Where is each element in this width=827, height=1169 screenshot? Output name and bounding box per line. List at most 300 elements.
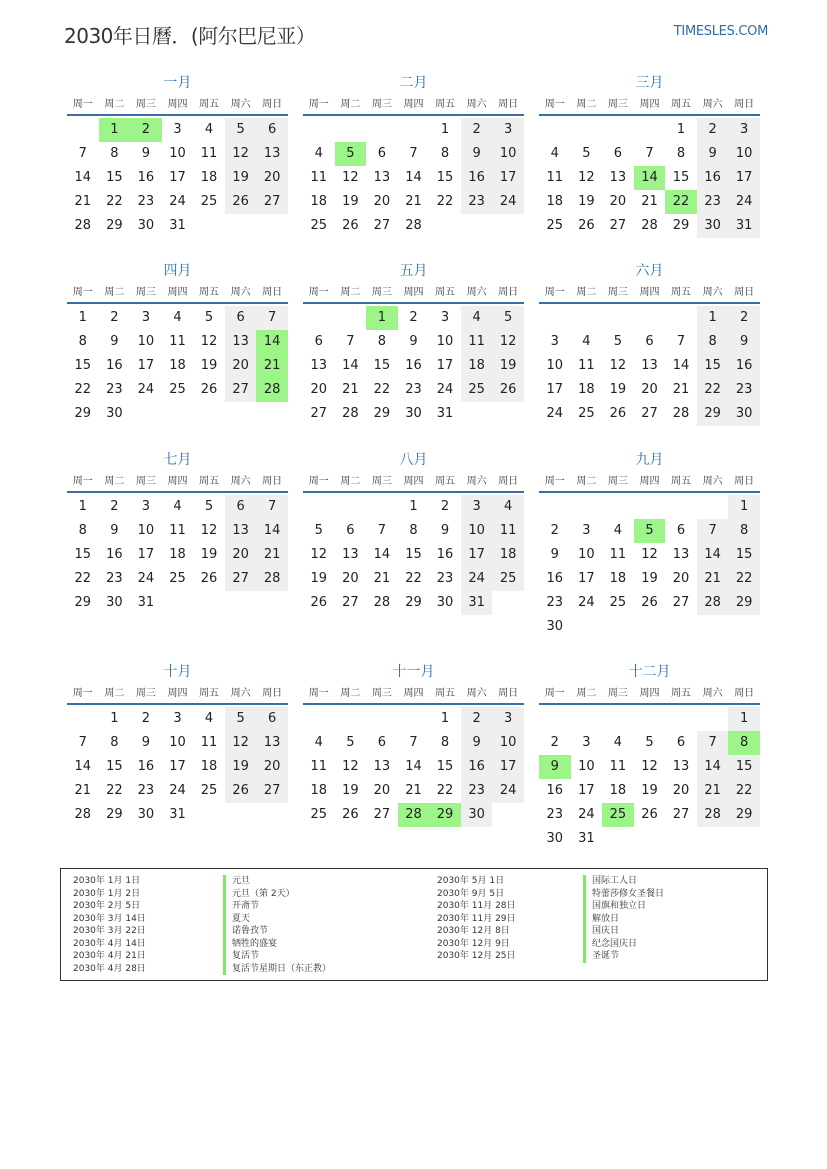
- day-cell: 18: [609, 571, 627, 586]
- weekday-header: [539, 282, 760, 304]
- weekend-day-cell: 14: [697, 755, 729, 779]
- day-cell: 23: [137, 783, 155, 798]
- day-cell: 17: [169, 170, 186, 185]
- day-cell: 15: [672, 170, 690, 185]
- weekend-day-cell: 13: [256, 731, 288, 755]
- day-cell: 11: [200, 735, 218, 750]
- weekday-label: 周六: [702, 287, 723, 298]
- weekday-label: 周二: [576, 476, 597, 487]
- day-cell: 25: [169, 382, 186, 397]
- weekend-day-cell: 20: [225, 543, 257, 567]
- weekend-day-cell: 10: [728, 142, 760, 166]
- day-cell: 4: [613, 735, 623, 750]
- day-cell: 15: [436, 759, 454, 774]
- day-cell: 14: [405, 170, 422, 185]
- holiday-entry: [73, 950, 433, 963]
- weekday-header: [67, 471, 288, 493]
- weekday-label: 周二: [576, 688, 597, 699]
- weekend-day-cell: 29: [728, 591, 760, 615]
- weekday-header: [67, 282, 288, 304]
- day-cell: 6: [645, 334, 654, 349]
- day-cell: 18: [200, 759, 218, 774]
- day-cell: 26: [641, 595, 658, 610]
- weekend-day-cell: 28: [697, 803, 729, 827]
- weekday-header: [303, 683, 524, 705]
- weekday-label: 周五: [199, 99, 220, 110]
- day-cell: 22: [74, 382, 92, 397]
- day-cell: 31: [578, 831, 595, 846]
- week-row: [539, 330, 760, 354]
- weekday-label: 周一: [72, 99, 93, 110]
- week-row: [67, 306, 288, 330]
- weekday-label: 周日: [498, 688, 519, 699]
- empty-day-cell: [602, 707, 634, 731]
- empty-day-cell: [225, 402, 257, 426]
- week-row: [539, 306, 760, 330]
- day-cell: 27: [672, 807, 690, 822]
- day-cell: 23: [106, 571, 123, 586]
- holiday-name: 诺鲁孜节: [223, 925, 268, 938]
- week-row: [67, 354, 288, 378]
- day-cell: 25: [609, 595, 627, 610]
- week-row: [539, 707, 760, 731]
- day-cell: 5: [314, 523, 323, 538]
- week-row: [303, 495, 524, 519]
- holiday-date: 2030年 1月 1日: [73, 876, 141, 886]
- week-row: [539, 519, 760, 543]
- day-cell: 16: [436, 547, 454, 562]
- empty-day-cell: [256, 214, 288, 238]
- day-cell: 3: [173, 711, 182, 726]
- weekday-label: 周四: [639, 99, 660, 110]
- empty-day-cell: [571, 707, 603, 731]
- day-cell: 26: [578, 218, 595, 233]
- holiday-name: 国庆日: [583, 925, 619, 938]
- day-cell: 27: [310, 406, 328, 421]
- week-row: [303, 378, 524, 402]
- day-cell: 11: [169, 334, 186, 349]
- day-cell: 9: [550, 547, 559, 562]
- day-cell: 9: [440, 523, 450, 538]
- weekday-label: 周三: [371, 476, 392, 487]
- month-calendar: [67, 449, 288, 615]
- holiday-date: 2030年 12月 8日: [437, 926, 510, 936]
- weekend-day-cell: 1: [728, 495, 760, 519]
- empty-day-cell: [697, 827, 729, 851]
- day-cell: 30: [106, 406, 123, 421]
- weekday-label: 周五: [199, 688, 220, 699]
- day-cell: 2: [550, 735, 559, 750]
- week-row: [303, 214, 524, 238]
- weekday-label: 周四: [167, 688, 188, 699]
- weekend-day-cell: 9: [461, 142, 493, 166]
- weekday-header: [303, 471, 524, 493]
- weekday-label: 周三: [135, 99, 156, 110]
- empty-day-cell: [539, 118, 571, 142]
- empty-day-cell: [398, 707, 430, 731]
- day-cell: 24: [137, 571, 155, 586]
- day-cell: 12: [200, 334, 218, 349]
- day-cell: 4: [173, 310, 182, 325]
- day-cell: 16: [137, 759, 155, 774]
- empty-day-cell: [193, 402, 225, 426]
- day-cell: 19: [342, 194, 359, 209]
- weekday-label: 周二: [104, 287, 125, 298]
- holiday-list-right: [437, 875, 757, 963]
- weekend-day-cell: 6: [256, 707, 288, 731]
- day-cell: 30: [405, 406, 422, 421]
- day-cell: 16: [106, 547, 123, 562]
- weekend-day-cell: 30: [461, 803, 493, 827]
- weekday-label: 周六: [466, 287, 487, 298]
- month-name: 五月: [399, 263, 428, 279]
- day-cell: 3: [440, 310, 450, 325]
- day-cell: 23: [405, 382, 422, 397]
- holiday-entry: [437, 913, 757, 926]
- weekend-day-cell: 19: [492, 354, 524, 378]
- empty-day-cell: [492, 214, 524, 238]
- weekend-day-cell: 17: [492, 166, 524, 190]
- day-cell: 10: [137, 523, 155, 538]
- day-cell: 15: [106, 759, 123, 774]
- day-cell: 30: [137, 807, 155, 822]
- site-brand-link[interactable]: TIMESLES.COM: [673, 24, 768, 39]
- weekend-day-cell: 18: [461, 354, 493, 378]
- day-cell: 20: [609, 194, 627, 209]
- holiday-name: 国旗和独立日: [583, 900, 646, 913]
- day-cell: 2: [110, 499, 119, 514]
- day-cell: 6: [613, 146, 623, 161]
- day-cell: 25: [546, 218, 564, 233]
- empty-day-cell: [634, 615, 666, 639]
- week-row: [303, 354, 524, 378]
- week-row: [67, 803, 288, 827]
- empty-day-cell: [665, 306, 697, 330]
- empty-day-cell: [665, 495, 697, 519]
- weekend-day-cell: 23: [461, 779, 493, 803]
- weekday-label: 周四: [167, 287, 188, 298]
- day-cell: 7: [645, 146, 654, 161]
- empty-day-cell: [634, 707, 666, 731]
- day-cell: 12: [641, 547, 658, 562]
- weekday-label: 周一: [72, 688, 93, 699]
- weekend-day-cell: 16: [461, 755, 493, 779]
- empty-day-cell: [492, 803, 524, 827]
- weekend-day-cell: 19: [225, 755, 257, 779]
- day-cell: 1: [676, 122, 686, 137]
- holiday-entry: [437, 900, 757, 913]
- day-cell: 2: [110, 310, 119, 325]
- weekend-day-cell: 23: [697, 190, 729, 214]
- weekday-label: 周二: [576, 99, 597, 110]
- day-cell: 1: [440, 122, 450, 137]
- weekend-day-cell: 24: [492, 190, 524, 214]
- weekend-day-cell: 3: [461, 495, 493, 519]
- weekday-label: 周五: [435, 688, 456, 699]
- week-row: [539, 827, 760, 851]
- weekday-label: 周四: [167, 99, 188, 110]
- empty-day-cell: [256, 591, 288, 615]
- week-row: [303, 118, 524, 142]
- weekend-day-cell: 20: [225, 354, 257, 378]
- empty-day-cell: [539, 495, 571, 519]
- day-cell: 5: [204, 499, 214, 514]
- day-cell: 10: [169, 146, 186, 161]
- weekday-label: 周一: [72, 476, 93, 487]
- week-row: [303, 543, 524, 567]
- holiday-date: 2030年 2月 5日: [73, 901, 141, 911]
- holiday-day-cell: 25: [602, 803, 634, 827]
- day-cell: 18: [609, 783, 627, 798]
- week-row: [303, 707, 524, 731]
- weekend-day-cell: 23: [461, 190, 493, 214]
- page-title: 2030年日曆．(阿尔巴尼亚）: [64, 24, 316, 48]
- holiday-name: 元旦: [223, 875, 250, 888]
- day-cell: 10: [578, 759, 595, 774]
- weekday-label: 周一: [308, 476, 329, 487]
- month-name: 十月: [163, 664, 192, 680]
- day-cell: 12: [609, 358, 627, 373]
- holiday-list: [60, 868, 768, 981]
- empty-day-cell: [398, 118, 430, 142]
- weekend-day-cell: 27: [256, 190, 288, 214]
- day-cell: 29: [106, 807, 123, 822]
- day-cell: 29: [672, 218, 690, 233]
- weekend-day-cell: 15: [728, 755, 760, 779]
- weekend-day-cell: 22: [728, 779, 760, 803]
- day-cell: 16: [546, 783, 564, 798]
- weekday-label: 周四: [403, 476, 424, 487]
- weekday-label: 周六: [230, 688, 251, 699]
- week-row: [67, 378, 288, 402]
- month-calendar: [67, 661, 288, 827]
- month-calendar: [539, 449, 760, 639]
- day-cell: 2: [141, 711, 151, 726]
- empty-day-cell: [303, 118, 335, 142]
- week-row: [303, 519, 524, 543]
- weekend-day-cell: 11: [492, 519, 524, 543]
- weekend-day-cell: 4: [492, 495, 524, 519]
- day-cell: 29: [106, 218, 123, 233]
- holiday-day-cell: 1: [366, 306, 398, 330]
- holiday-entry: [437, 950, 757, 963]
- day-cell: 6: [377, 735, 387, 750]
- weekday-label: 周六: [466, 688, 487, 699]
- empty-day-cell: [225, 214, 257, 238]
- day-cell: 10: [578, 547, 595, 562]
- empty-day-cell: [303, 306, 335, 330]
- day-cell: 18: [169, 547, 186, 562]
- weekday-label: 周五: [671, 688, 692, 699]
- empty-day-cell: [602, 827, 634, 851]
- weekend-day-cell: 12: [225, 731, 257, 755]
- empty-day-cell: [634, 118, 666, 142]
- weekday-label: 周三: [135, 688, 156, 699]
- weekday-label: 周一: [544, 688, 565, 699]
- day-cell: 13: [373, 759, 391, 774]
- weekday-label: 周五: [435, 476, 456, 487]
- day-cell: 21: [74, 194, 92, 209]
- month-name: 二月: [399, 75, 428, 91]
- day-cell: 12: [310, 547, 328, 562]
- week-row: [303, 142, 524, 166]
- day-cell: 12: [641, 759, 658, 774]
- weekend-day-cell: 14: [697, 543, 729, 567]
- weekday-label: 周五: [671, 99, 692, 110]
- weekend-day-cell: 8: [728, 519, 760, 543]
- day-cell: 19: [609, 382, 627, 397]
- weekday-label: 周日: [498, 99, 519, 110]
- day-cell: 26: [200, 382, 218, 397]
- day-cell: 15: [106, 170, 123, 185]
- weekend-day-cell: 31: [728, 214, 760, 238]
- weekend-day-cell: 7: [697, 731, 729, 755]
- day-cell: 4: [582, 334, 591, 349]
- weekday-label: 周六: [466, 99, 487, 110]
- day-cell: 15: [373, 358, 391, 373]
- weekday-label: 周三: [371, 287, 392, 298]
- weekend-day-cell: 3: [492, 707, 524, 731]
- day-cell: 18: [200, 170, 218, 185]
- month-calendar: [303, 260, 524, 426]
- empty-day-cell: [366, 707, 398, 731]
- empty-day-cell: [303, 495, 335, 519]
- week-row: [67, 543, 288, 567]
- holiday-date: 2030年 4月 14日: [73, 938, 146, 949]
- day-cell: 21: [405, 783, 422, 798]
- weekday-label: 周二: [340, 99, 361, 110]
- empty-day-cell: [539, 306, 571, 330]
- holiday-day-cell: 28: [256, 378, 288, 402]
- empty-day-cell: [225, 803, 257, 827]
- week-row: [303, 591, 524, 615]
- empty-day-cell: [461, 402, 493, 426]
- day-cell: 28: [641, 218, 658, 233]
- day-cell: 22: [436, 194, 454, 209]
- day-cell: 21: [405, 194, 422, 209]
- weekend-day-cell: 16: [697, 166, 729, 190]
- month-calendar: [539, 72, 760, 238]
- day-cell: 18: [169, 358, 186, 373]
- day-cell: 24: [169, 194, 186, 209]
- day-cell: 17: [546, 382, 564, 397]
- holiday-entry: [73, 888, 433, 901]
- empty-day-cell: [366, 118, 398, 142]
- empty-day-cell: [665, 827, 697, 851]
- day-cell: 1: [409, 499, 418, 514]
- holiday-date: 2030年 12月 9日: [437, 938, 510, 949]
- weekday-label: 周四: [403, 287, 424, 298]
- day-cell: 25: [310, 807, 328, 822]
- month-calendar: [539, 260, 760, 426]
- day-cell: 30: [546, 831, 564, 846]
- weekend-day-cell: 5: [225, 118, 257, 142]
- empty-day-cell: [193, 803, 225, 827]
- day-cell: 15: [74, 547, 92, 562]
- month-calendar: [539, 661, 760, 851]
- holiday-day-cell: 1: [99, 118, 131, 142]
- week-row: [539, 402, 760, 426]
- day-cell: 28: [405, 218, 422, 233]
- weekend-day-cell: 13: [225, 519, 257, 543]
- weekend-day-cell: 25: [461, 378, 493, 402]
- weekend-day-cell: 22: [697, 378, 729, 402]
- month-name: 六月: [635, 263, 664, 279]
- empty-day-cell: [602, 118, 634, 142]
- day-cell: 12: [342, 170, 359, 185]
- day-cell: 29: [74, 595, 92, 610]
- day-cell: 15: [74, 358, 92, 373]
- day-cell: 21: [342, 382, 359, 397]
- day-cell: 27: [373, 218, 391, 233]
- month-name: 十一月: [392, 664, 435, 680]
- weekend-day-cell: 26: [492, 378, 524, 402]
- weekday-label: 周三: [135, 287, 156, 298]
- weekend-day-cell: 21: [697, 567, 729, 591]
- weekend-day-cell: 2: [461, 118, 493, 142]
- weekday-header: [303, 94, 524, 116]
- weekday-label: 周日: [498, 287, 519, 298]
- day-cell: 4: [550, 146, 559, 161]
- day-cell: 30: [106, 595, 123, 610]
- day-cell: 18: [578, 382, 595, 397]
- weekend-day-cell: 8: [697, 330, 729, 354]
- weekday-label: 周日: [262, 688, 283, 699]
- weekday-label: 周一: [308, 99, 329, 110]
- weekday-label: 周日: [262, 99, 283, 110]
- weekend-day-cell: 27: [225, 378, 257, 402]
- day-cell: 10: [137, 334, 155, 349]
- weekday-label: 周五: [199, 287, 220, 298]
- empty-day-cell: [335, 495, 367, 519]
- day-cell: 28: [74, 218, 92, 233]
- day-cell: 31: [436, 406, 454, 421]
- weekday-label: 周日: [734, 476, 755, 487]
- weekend-day-cell: 16: [728, 354, 760, 378]
- day-cell: 7: [409, 735, 418, 750]
- day-cell: 3: [141, 499, 151, 514]
- weekend-day-cell: 3: [728, 118, 760, 142]
- day-cell: 5: [204, 310, 214, 325]
- week-row: [303, 731, 524, 755]
- day-cell: 9: [141, 735, 151, 750]
- weekend-day-cell: 2: [728, 306, 760, 330]
- holiday-name: 复活节星期日（东正教）: [223, 963, 331, 976]
- holiday-name: 解放日: [583, 913, 619, 926]
- day-cell: 14: [74, 759, 92, 774]
- empty-day-cell: [256, 402, 288, 426]
- day-cell: 28: [672, 406, 690, 421]
- holiday-name: 纪念国庆日: [583, 938, 637, 951]
- week-row: [67, 779, 288, 803]
- day-cell: 3: [141, 310, 151, 325]
- weekday-label: 周二: [340, 688, 361, 699]
- weekend-day-cell: 15: [697, 354, 729, 378]
- weekday-label: 周五: [435, 99, 456, 110]
- week-row: [539, 543, 760, 567]
- week-row: [539, 214, 760, 238]
- week-row: [67, 402, 288, 426]
- day-cell: 11: [609, 547, 627, 562]
- empty-day-cell: [634, 306, 666, 330]
- day-cell: 23: [137, 194, 155, 209]
- weekday-label: 周日: [734, 99, 755, 110]
- weekday-header: [303, 282, 524, 304]
- weekend-day-cell: 21: [256, 543, 288, 567]
- weekend-day-cell: 31: [461, 591, 493, 615]
- week-row: [67, 214, 288, 238]
- day-cell: 18: [310, 783, 328, 798]
